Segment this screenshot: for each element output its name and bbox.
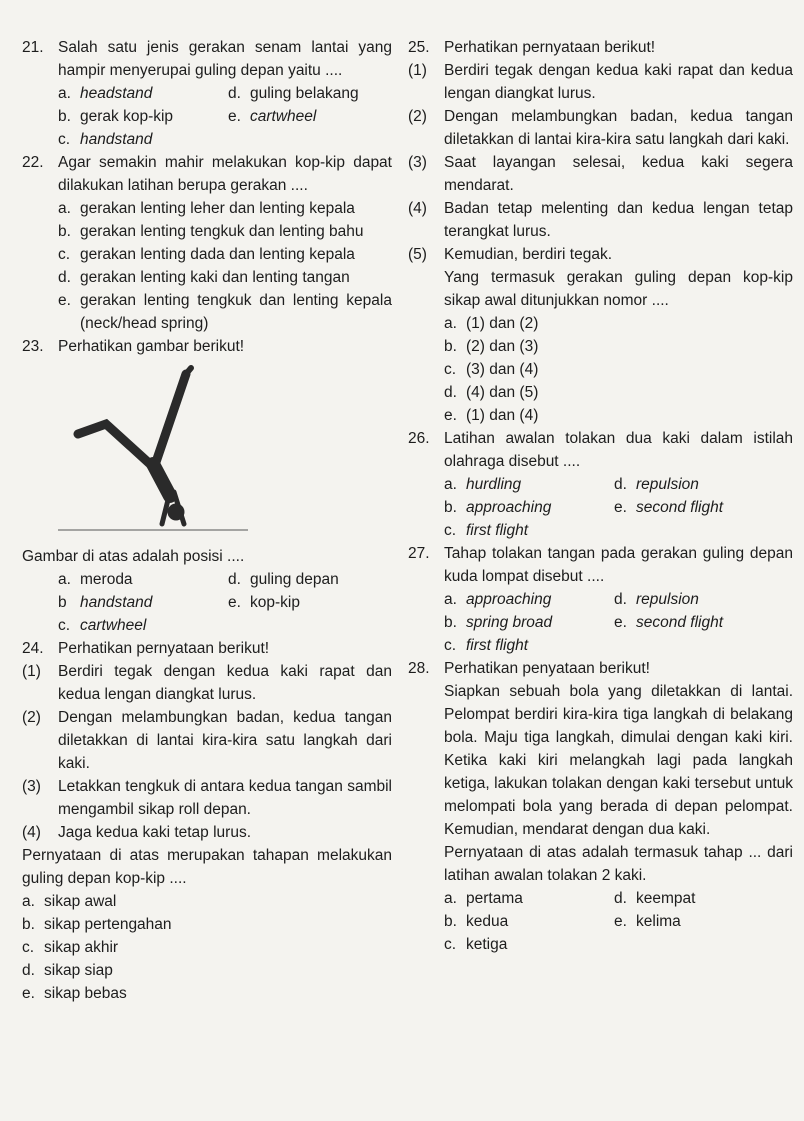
option-text: kop-kip (250, 594, 300, 611)
option-letter: c. (444, 522, 457, 539)
option-letter: d. (614, 890, 627, 907)
statement-text: Jaga kedua kaki tetap lurus. (58, 824, 252, 841)
option-letter: d. (58, 269, 71, 286)
question-prompt: Yang termasuk gerakan guling depan kop-kip sikap awal ditunjukkan nomor .... (444, 269, 793, 309)
question-27 (408, 542, 793, 657)
option-text: approaching (466, 591, 552, 608)
question-prompt: Gambar di atas adalah posisi .... (22, 548, 245, 565)
option-letter: c. (58, 246, 71, 263)
question-number: 22. (22, 154, 44, 171)
option-text: guling belakang (250, 85, 359, 102)
option-text: (1) dan (2) (466, 315, 539, 332)
statement-number: (3) (22, 778, 41, 795)
option-letter: d. (444, 384, 457, 401)
option-letter: b. (444, 913, 457, 930)
option-text: gerakan lenting tengkuk dan lenting bahu (80, 223, 364, 240)
question-number: 24. (22, 640, 44, 657)
option-text: approaching (466, 499, 552, 516)
option-letter: b. (444, 338, 457, 355)
statement-text: Berdiri tegak dengan kedua kaki rapat dan kedua lengan diangkat lurus. (58, 663, 392, 703)
option-letter: e. (614, 614, 627, 631)
option-text: (1) dan (4) (466, 407, 539, 424)
statement-number: (4) (22, 824, 41, 841)
question-number: 25. (408, 39, 430, 56)
option-text: gerakan lenting tengkuk dan lenting kepala (neck/head spring) (80, 292, 392, 332)
question-prompt: Pernyataan di atas merupakan tahapan melakukan guling depan kop-kip .... (22, 847, 392, 887)
left-column (22, 36, 392, 1005)
option-text: keempat (636, 890, 696, 907)
option-text: kelima (636, 913, 681, 930)
option-letter: a. (444, 591, 457, 608)
option-text: second flight (636, 499, 724, 516)
option-letter: b. (444, 614, 457, 631)
question-number: 23. (22, 338, 44, 355)
question-number: 28. (408, 660, 430, 677)
option-letter: b. (22, 916, 35, 933)
question-24 (22, 637, 392, 1005)
option-letter: c. (444, 361, 457, 378)
option-text: sikap akhir (44, 939, 119, 956)
option-text: first flight (466, 637, 529, 654)
option-text: sikap pertengahan (44, 916, 172, 933)
option-letter: d. (614, 591, 627, 608)
option-text: repulsion (636, 476, 699, 493)
option-letter: c. (22, 939, 35, 956)
option-text: sikap awal (44, 893, 117, 910)
question-text: Latihan awalan tolakan dua kaki dalam istilah olahraga disebut .... (444, 430, 793, 470)
statement-number: (1) (22, 663, 41, 680)
option-letter: d. (614, 476, 627, 493)
statement-number: (4) (408, 200, 427, 217)
statement-text: Letakkan tengkuk di antara kedua tangan sambil mengambil sikap roll depan. (58, 778, 392, 818)
question-25 (408, 36, 793, 427)
option-letter: e. (614, 913, 627, 930)
statement-number: (5) (408, 246, 427, 263)
option-letter: e. (228, 108, 241, 125)
option-text: second flight (636, 614, 724, 631)
statement-text: Dengan melambungkan badan, kedua tangan diletakkan di lantai kira-kira satu langkah dari kaki. (444, 108, 793, 148)
option-letter: a. (58, 85, 71, 102)
option-letter: d. (22, 962, 35, 979)
statement-text: Kemudian, berdiri tegak. (444, 246, 613, 263)
option-text: spring broad (466, 614, 553, 631)
option-text: ketiga (466, 936, 508, 953)
statement-text: Saat layangan selesai, kedua kaki segera mendarat. (444, 154, 793, 194)
question-28 (408, 657, 793, 956)
option-text: handstand (80, 131, 153, 148)
question-number: 26. (408, 430, 430, 447)
question-text: Perhatikan gambar berikut! (58, 338, 245, 355)
option-letter: d. (228, 85, 241, 102)
option-text: pertama (466, 890, 523, 907)
option-text: cartwheel (250, 108, 317, 125)
question-26 (408, 427, 793, 542)
question-23 (22, 335, 392, 637)
question-text: Perhatikan penyataan berikut! (444, 660, 650, 677)
option-text: meroda (80, 571, 133, 588)
option-letter: a. (58, 571, 71, 588)
statement-number: (3) (408, 154, 427, 171)
option-letter: a. (22, 893, 35, 910)
option-text: gerak kop-kip (80, 108, 174, 125)
option-letter: a. (444, 315, 457, 332)
question-text: Perhatikan pernyataan berikut! (58, 640, 270, 657)
option-text: hurdling (466, 476, 522, 493)
option-letter: b. (58, 223, 71, 240)
option-text: sikap siap (44, 962, 113, 979)
option-letter: a. (444, 890, 457, 907)
statement-text: Berdiri tegak dengan kedua kaki rapat dan kedua lengan diangkat lurus. (444, 62, 793, 102)
option-letter: e. (22, 985, 35, 1002)
option-text: sikap bebas (44, 985, 127, 1002)
statement-text: Dengan melambungkan badan, kedua tangan diletakkan di lantai kira-kira satu langkah dari kaki. (58, 709, 392, 772)
option-text: headstand (80, 85, 153, 102)
option-letter: c. (444, 936, 457, 953)
statement-number: (2) (22, 709, 41, 726)
option-text: first flight (466, 522, 529, 539)
handstand-figure (58, 364, 248, 534)
question-text: Perhatikan pernyataan berikut! (444, 39, 656, 56)
question-paragraph: Siapkan sebuah bola yang diletakkan di lantai. Pelompat berdiri kira-kira tiga langkah di belakang bola. Maju tiga langkah, dimulai dengan kaki kiri. Ketika kaki kiri melangkah lagi pada langkah ketiga, lakukan tolakan dengan kaki tersebut untuk melompati bola yang berada di depan pelompat. Kemudian, mendarat dengan dua kaki. (444, 683, 793, 838)
option-letter: e. (58, 292, 71, 309)
option-letter: c. (444, 637, 457, 654)
question-text: Agar semakin mahir melakukan kop-kip dapat dilakukan latihan berupa gerakan .... (58, 154, 392, 194)
option-text: kedua (466, 913, 509, 930)
question-text: Tahap tolakan tangan pada gerakan guling depan kuda lompat disebut .... (444, 545, 793, 585)
option-letter: d. (228, 571, 241, 588)
question-number: 21. (22, 39, 44, 56)
option-letter: b. (58, 108, 71, 125)
option-letter: c. (58, 617, 71, 634)
option-text: gerakan lenting kaki dan lenting tangan (80, 269, 350, 286)
statement-text: Badan tetap melenting dan kedua lengan tetap terangkat lurus. (444, 200, 793, 240)
question-22 (22, 151, 392, 335)
question-prompt: Pernyataan di atas adalah termasuk tahap ... dari latihan awalan tolakan 2 kaki. (444, 844, 793, 884)
option-letter: b. (444, 499, 457, 516)
option-text: handstand (80, 594, 153, 611)
question-21 (22, 36, 392, 151)
statement-number: (1) (408, 62, 427, 79)
option-text: gerakan lenting dada dan lenting kepala (80, 246, 355, 263)
option-text: repulsion (636, 591, 699, 608)
question-number: 27. (408, 545, 430, 562)
option-letter: e. (444, 407, 457, 424)
option-letter: a. (444, 476, 457, 493)
statement-number: (2) (408, 108, 427, 125)
option-letter: a. (58, 200, 71, 217)
option-text: gerakan lenting leher dan lenting kepala (80, 200, 355, 217)
option-text: (3) dan (4) (466, 361, 539, 378)
right-column (408, 36, 793, 956)
option-letter: b (58, 594, 67, 611)
option-text: (4) dan (5) (466, 384, 539, 401)
option-text: guling depan (250, 571, 339, 588)
option-letter: e. (228, 594, 241, 611)
question-text: Salah satu jenis gerakan senam lantai yang hampir menyerupai guling depan yaitu .... (58, 39, 392, 79)
option-letter: e. (614, 499, 627, 516)
option-text: (2) dan (3) (466, 338, 539, 355)
option-text: cartwheel (80, 617, 147, 634)
option-letter: c. (58, 131, 71, 148)
